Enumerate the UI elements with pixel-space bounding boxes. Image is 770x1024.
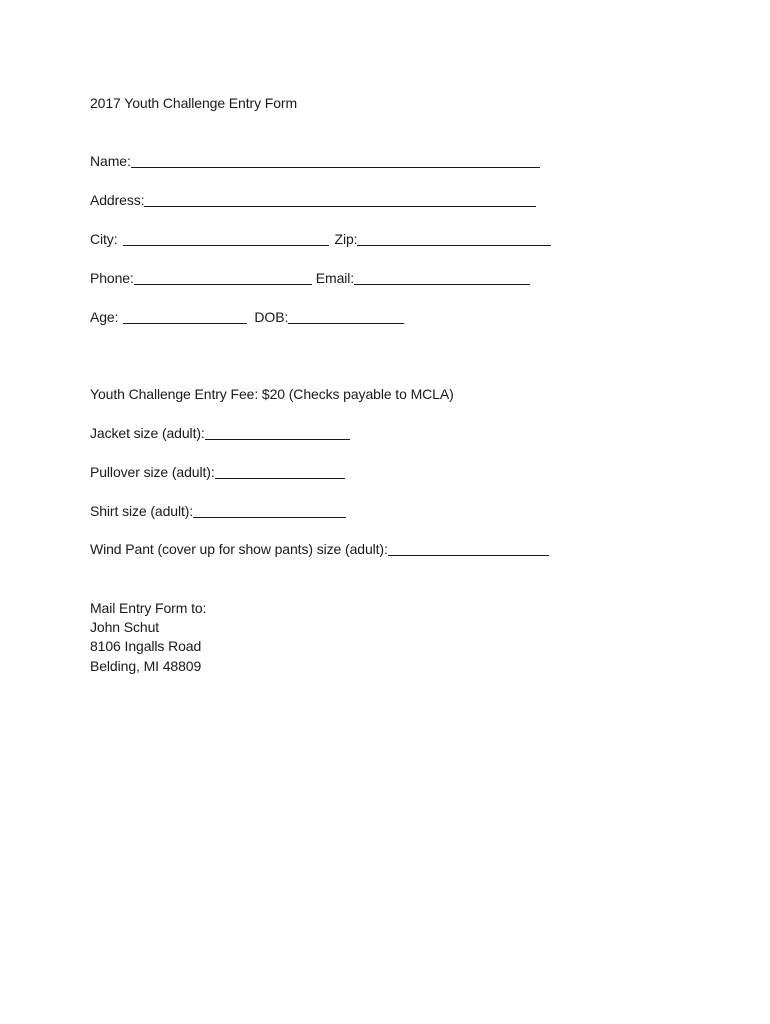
email-field[interactable] [354,271,530,285]
shirt-row [90,502,346,520]
city-field[interactable] [123,232,329,246]
jacket-label: Jacket size (adult): [90,425,205,441]
dob-label: DOB: [254,309,289,325]
jacket-row [90,424,350,442]
pullover-row [90,463,345,481]
name-row [90,152,540,170]
zip-field[interactable] [357,232,551,246]
age-label: Age: [90,309,119,325]
dob-field[interactable] [288,310,404,324]
jacket-size-field[interactable] [205,426,350,440]
pullover-size-field[interactable] [215,465,345,479]
windpant-label: Wind Pant (cover up for show pants) size (adult): [90,541,388,557]
address-row [90,191,536,209]
windpant-size-field[interactable] [388,542,549,556]
email-label: Email: [315,270,355,286]
pullover-label: Pullover size (adult): [90,464,215,480]
name-label: Name: [90,153,131,169]
city-zip-row [90,230,551,248]
address-label: Address: [90,192,145,208]
city-label: City: [90,231,118,247]
age-dob-row [90,308,404,326]
shirt-size-field[interactable] [193,504,346,518]
zip-label: Zip: [334,231,358,247]
mail-street-address: 8106 Ingalls Road [90,638,202,654]
entry-fee-text: Youth Challenge Entry Fee: $20 (Checks payable to MCLA) [90,386,454,402]
age-field[interactable] [123,310,247,324]
name-field[interactable] [131,154,540,168]
windpant-row [90,540,549,558]
form-title: 2017 Youth Challenge Entry Form [90,95,298,111]
address-field[interactable] [144,193,536,207]
phone-email-row [90,269,530,287]
mail-heading: Mail Entry Form to: [90,600,207,616]
phone-label: Phone: [90,270,134,286]
mail-city-state-zip: Belding, MI 48809 [90,658,202,674]
phone-field[interactable] [134,271,312,285]
shirt-label: Shirt size (adult): [90,503,194,519]
mail-recipient-name: John Schut [90,619,160,635]
